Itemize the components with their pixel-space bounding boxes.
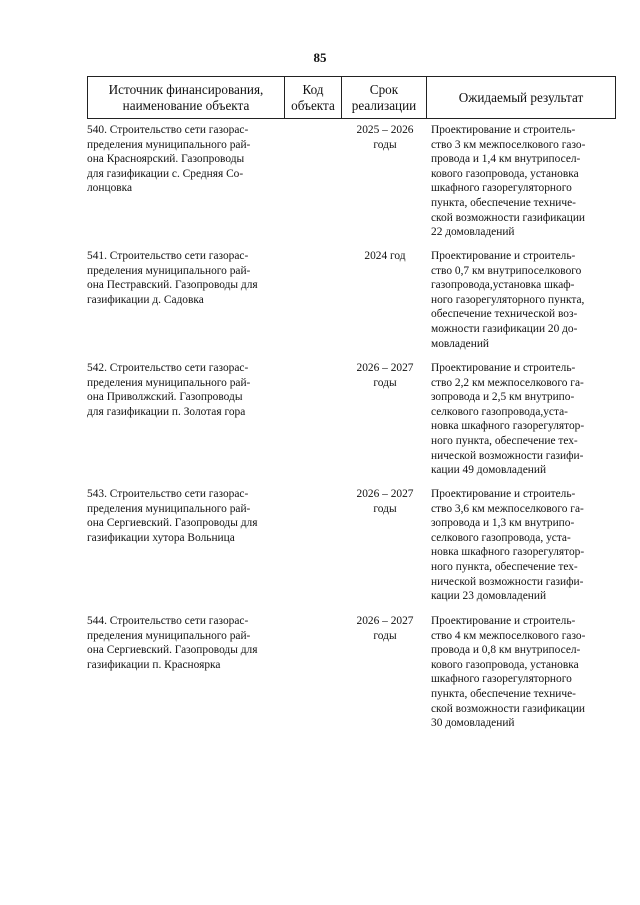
implementation-term: 2026 – 2027 годы (356, 362, 414, 389)
expected-result: Проектирование и строитель- ство 3,6 км межпоселкового га- зопровода и 1,3 км внутрипо- селкового газопровода, уста- новка шкафного газорегулятор- ного пункта, обеспечение тех- нической возможности газифи- кации 23 домовладений (431, 488, 585, 603)
implementation-term: 2026 – 2027 годы (356, 615, 414, 642)
object-name: 543. Строительство сети газорас- пределения муниципального рай- она Сергиевский. Газопроводы для газификации хутора Вольница (87, 488, 258, 544)
header-code: Код объекта (291, 81, 335, 113)
header-term: Срок реализации (351, 81, 417, 113)
expected-result: Проектирование и строитель- ство 2,2 км межпоселкового га- зопровода и 2,5 км внутрипо- селкового газопровода,уста- новка шкафного газорегулятор- ного пункта, обеспечение тех- нической возможности газифи- кации 49 домовладений (431, 362, 585, 477)
object-name: 542. Строительство сети газорас- пределения муниципального рай- она Приволжский. Газопроводы для газификации п. Золотая гора (87, 362, 251, 418)
expected-result: Проектирование и строитель- ство 0,7 км внутрипоселкового газопровода,установка шкаф- ного газорегуляторного пункта, обеспечение технической воз- можности газификации 20 до- мовладений (431, 250, 585, 350)
expected-result: Проектирование и строитель- ство 4 км межпоселкового газо- провода и 0,8 км внутрипосел- кового газопровода, установка шкафного газорегуляторного пункта, обеспечение техниче- ской возможности газификации 30 домовладений (431, 615, 586, 730)
header-result: Ожидаемый результат (458, 89, 584, 105)
implementation-term: 2026 – 2027 годы (356, 488, 414, 515)
header-source: Источник финансирования, наименование объекта (108, 81, 264, 113)
expected-result: Проектирование и строитель- ство 3 км межпоселкового газо- провода и 1,4 км внутрипосел- кового газопровода, установка шкафного газорегуляторного пункта, обеспечение техниче- ской возможности газификации 22 домовладений (431, 124, 586, 239)
implementation-term: 2024 год (364, 250, 406, 262)
implementation-term: 2025 – 2026 годы (356, 124, 414, 151)
table-header (87, 76, 616, 119)
object-name: 540. Строительство сети газорас- пределения муниципального рай- она Красноярский. Газопроводы для газификации с. Средняя Со- лонцовка (87, 124, 251, 195)
page-number: 85 (313, 50, 327, 65)
object-name: 544. Строительство сети газорас- пределения муниципального рай- она Сергиевский. Газопроводы для газификации п. Красноярка (87, 615, 258, 671)
object-name: 541. Строительство сети газорас- пределения муниципального рай- она Пестравский. Газопроводы для газификации д. Садовка (87, 250, 258, 306)
